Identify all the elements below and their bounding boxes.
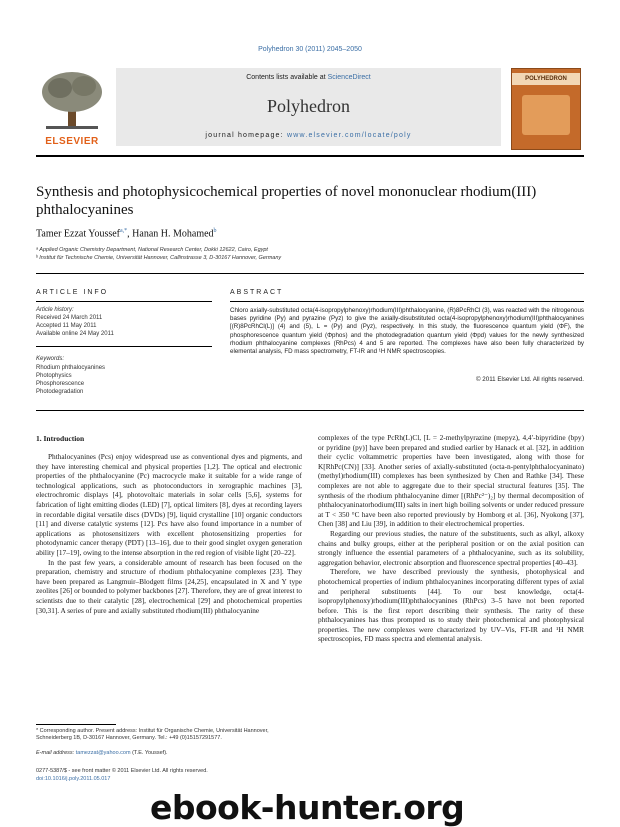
email-label: E-mail address:	[36, 750, 76, 756]
header-rule	[36, 155, 584, 157]
corresponding-author-note: * Corresponding author. Present address: Institut für Organische Chemie, Universität Hannover, Schneiderberg 1B, D-30167 Hannover, Germany. Tel.: +49 (0)15157291577.	[36, 728, 269, 741]
abstract-rule	[230, 301, 584, 302]
journal-homepage-line	[116, 132, 501, 139]
keyword-item: Photodegradation	[36, 389, 84, 395]
article-info-heading: ARTICLE INFO	[36, 289, 109, 296]
keyword-item: Phosphorescence	[36, 381, 85, 387]
contents-prefix: Contents lists available at	[246, 74, 328, 81]
email-link[interactable]: tamezzat@yahoo.com	[75, 750, 131, 756]
journal-name: Polyhedron	[267, 96, 350, 116]
cover-title: POLYHEDRON	[512, 73, 580, 85]
contents-available-line	[116, 74, 501, 81]
keyword-item: Rhodium phthalocyanines	[36, 365, 106, 371]
body-paragraph: Regarding our previous studies, the nature of the substituents, such as alkyl, alkoxy chains and bulky groups, either at the peripheral position or on the axial position can strongly influence the essential parameters of a phthalocyanine, such as its solubility, aggregation behavior, electronic absorption and fluorescence spectral properties [40–43].	[318, 528, 584, 567]
abstract-copyright: © 2011 Elsevier Ltd. All rights reserved.	[476, 376, 584, 383]
body-paragraph: Therefore, we have described previously the synthesis, photophysical and photochemical properties of indium phthalocyanines incorporating different types of axial and peripheral substituents [44]. To our best knowledge, octa(4-isopropylphenoxy)rhodium(III)phthalocyanines (RhPcs) 3–5 have not been reported before. This is the first report describing their synthesis. The rarity of these phthalocyanines has thus prompted us to study their photochemical and photophysical properties. The new complexes were characterized by UV–Vis, FT-IR and ¹H NMR spectroscopies, FD mass spectra and elemental analysis.	[318, 567, 584, 644]
abstract-body: Chloro axially-substituted octa(4-isopropylphenoxy)rhodium(III)phthalocyanine, (R)8PcRhCl (3), was reacted with the nitrogenous bases pyridine (Py) and pyrazine (Pyz) to give the axially-disubstituted octa(4-isopropylphenoxy)rhodium(III)phthalocyanines [(R)8PcRhCl(L)] (4) and (5), L = (Py) and (Pyz), respectively. In this study, the fluorescence quantum yield (ΦF), the phosphorescence quantum yield (Φphos) and the photodegradation quantum yield (Φpd) values for the newly synthesized rhodium phthalocyanine complexes (RhPcs) 4 and 5 are reported. The complexes have also been fully characterized by elemental analysis, FD mass spectrometry, FT-IR and ¹H NMR spectroscopies.	[230, 307, 584, 356]
body-paragraph: Phthalocyanines (Pcs) enjoy widespread use as conventional dyes and pigments, and they have interesting chemical and physical properties [1,2]. The optical and electronic properties of the phthalocyanine (Pc) macrocycle make it suitable for a wide range of technological applications, such as photoconductors in xerographic machines [3], electrochromic displays [4], photovoltaic materials in solar cells [5,6], systems for fabrication of light emitting diodes (LED) [7], optical limiters [8], dyes at recording layers in recordable digital versatile discs (DVDs) [9], liquid crystalline [10] organic conductors [11] and diverse catalytic systems [12]. Pcs have also found importance in a number of applications as photosensitizers with excellent photosensitizing properties for photodynamic cancer therapy (PDT) [13–16], due to their good singlet oxygen generation ability [17–19], owing to the intense absorption in the red region of visible light [20–22].	[36, 452, 302, 557]
doi-link[interactable]: doi:10.1016/j.poly.2011.05.017	[36, 776, 111, 782]
keywords-label: Keywords:	[36, 356, 65, 362]
footnote-rule	[36, 724, 116, 725]
sciencedirect-link[interactable]: ScienceDirect	[327, 74, 371, 81]
journal-homepage-link[interactable]: www.elsevier.com/locate/poly	[286, 132, 412, 139]
email-note	[36, 750, 302, 757]
author-list: Tamer Ezzat Youssef$^{a,*}$, Hanan H. Mohamed$^b$	[36, 228, 217, 240]
publisher-logo: ELSEVIER	[45, 136, 99, 147]
article-info-rule	[36, 301, 212, 302]
keyword-item: Photophysics	[36, 373, 72, 379]
history-received: Received 24 March 2011	[36, 315, 103, 321]
homepage-prefix: journal homepage:	[205, 132, 287, 139]
abstract-heading: ABSTRACT	[230, 289, 284, 296]
author-affil-marks[interactable]: b	[213, 228, 217, 234]
body-paragraph: In the past few years, a considerable amount of research has been focused on the preparation, chemistry and structure of rhodium phthalocyanine complexes [23]. They have been prepared as Langmuir–Blodgett films [24,25], encapsulated in X and Y type zeolites [26] or bounded to polymer backbones [27]. Therefore, they are of great interest to scientists due to their catalytic [28], electrochemical [29] and photochemical properties [30,31]. A series of pure and axially substituted rhodium(III) phthalocyanine	[36, 557, 302, 615]
author-name: Tamer Ezzat Youssef	[36, 228, 120, 240]
issn-line: 0277-5387/$ - see front matter © 2011 Elsevier Ltd. All rights reserved.	[36, 768, 208, 774]
watermark-text: ebook-hunter.org	[150, 788, 465, 827]
journal-cover-thumbnail	[511, 68, 581, 150]
history-online: Available online 24 May 2011	[36, 331, 114, 337]
body-paragraph: complexes of the type PcRh(L)Cl, [L = 2-methylpyrazine (mepyz), 4,4′-bipyridine (bpy) or pyridine (py)] have been prepared and studied earlier by Hanack et al. [32], in addition their cyclic voltammetric properties have been investigated, along with those for K[RhPc(CN)] [33]. Another series of axially-substituted (octa-n-pentylphthalocyaninato)(methyl)rhodium(III) complexes has been synthesized by Chen and Rathke [34]. These complexes are not able to aggregate due to their special structural features [35]. The synthesis of the rhodium phthalocyanine dimer [(RhPc²⁻)₂] by thermal decomposition of phthalocyaninatorhodium(III) salts in inert high boiling solvents or under reduced pressure at T < 350 °C have been also reported previously by Homborg et al. [36], Nyokong [37], Chen [38] and Liu [39], in addition to their electrochemical properties.	[318, 433, 584, 529]
journal-citation[interactable]: Polyhedron 30 (2011) 2045–2050	[258, 46, 362, 53]
email-suffix: (T.E. Youssef).	[130, 750, 168, 756]
abstract-bottom-rule	[36, 410, 584, 411]
author-name: Hanan H. Mohamed	[132, 228, 214, 240]
history-accepted: Accepted 11 May 2011	[36, 323, 97, 329]
keywords-rule	[36, 346, 212, 347]
body-left-column	[36, 452, 302, 615]
author-affil-marks[interactable]: a,*	[120, 228, 128, 234]
affiliation-rule	[36, 273, 584, 274]
body-right-column	[318, 433, 584, 644]
article-title: Synthesis and photophysicochemical properties of novel mononuclear rhodium(III) phthalocyanines	[36, 184, 537, 218]
history-label: Article history:	[36, 307, 74, 313]
affiliation-a: ᵃ Applied Organic Chemistry Department, National Research Center, Dokki 12622, Cairo, Egypt	[36, 247, 268, 253]
affiliation-b: ᵇ Institut für Technische Chemie, Universität Hannover, Callinstrasse 3, D-30167 Hannover, Germany	[36, 255, 282, 261]
cover-art	[522, 95, 570, 135]
section-heading: 1. Introduction	[36, 434, 85, 443]
